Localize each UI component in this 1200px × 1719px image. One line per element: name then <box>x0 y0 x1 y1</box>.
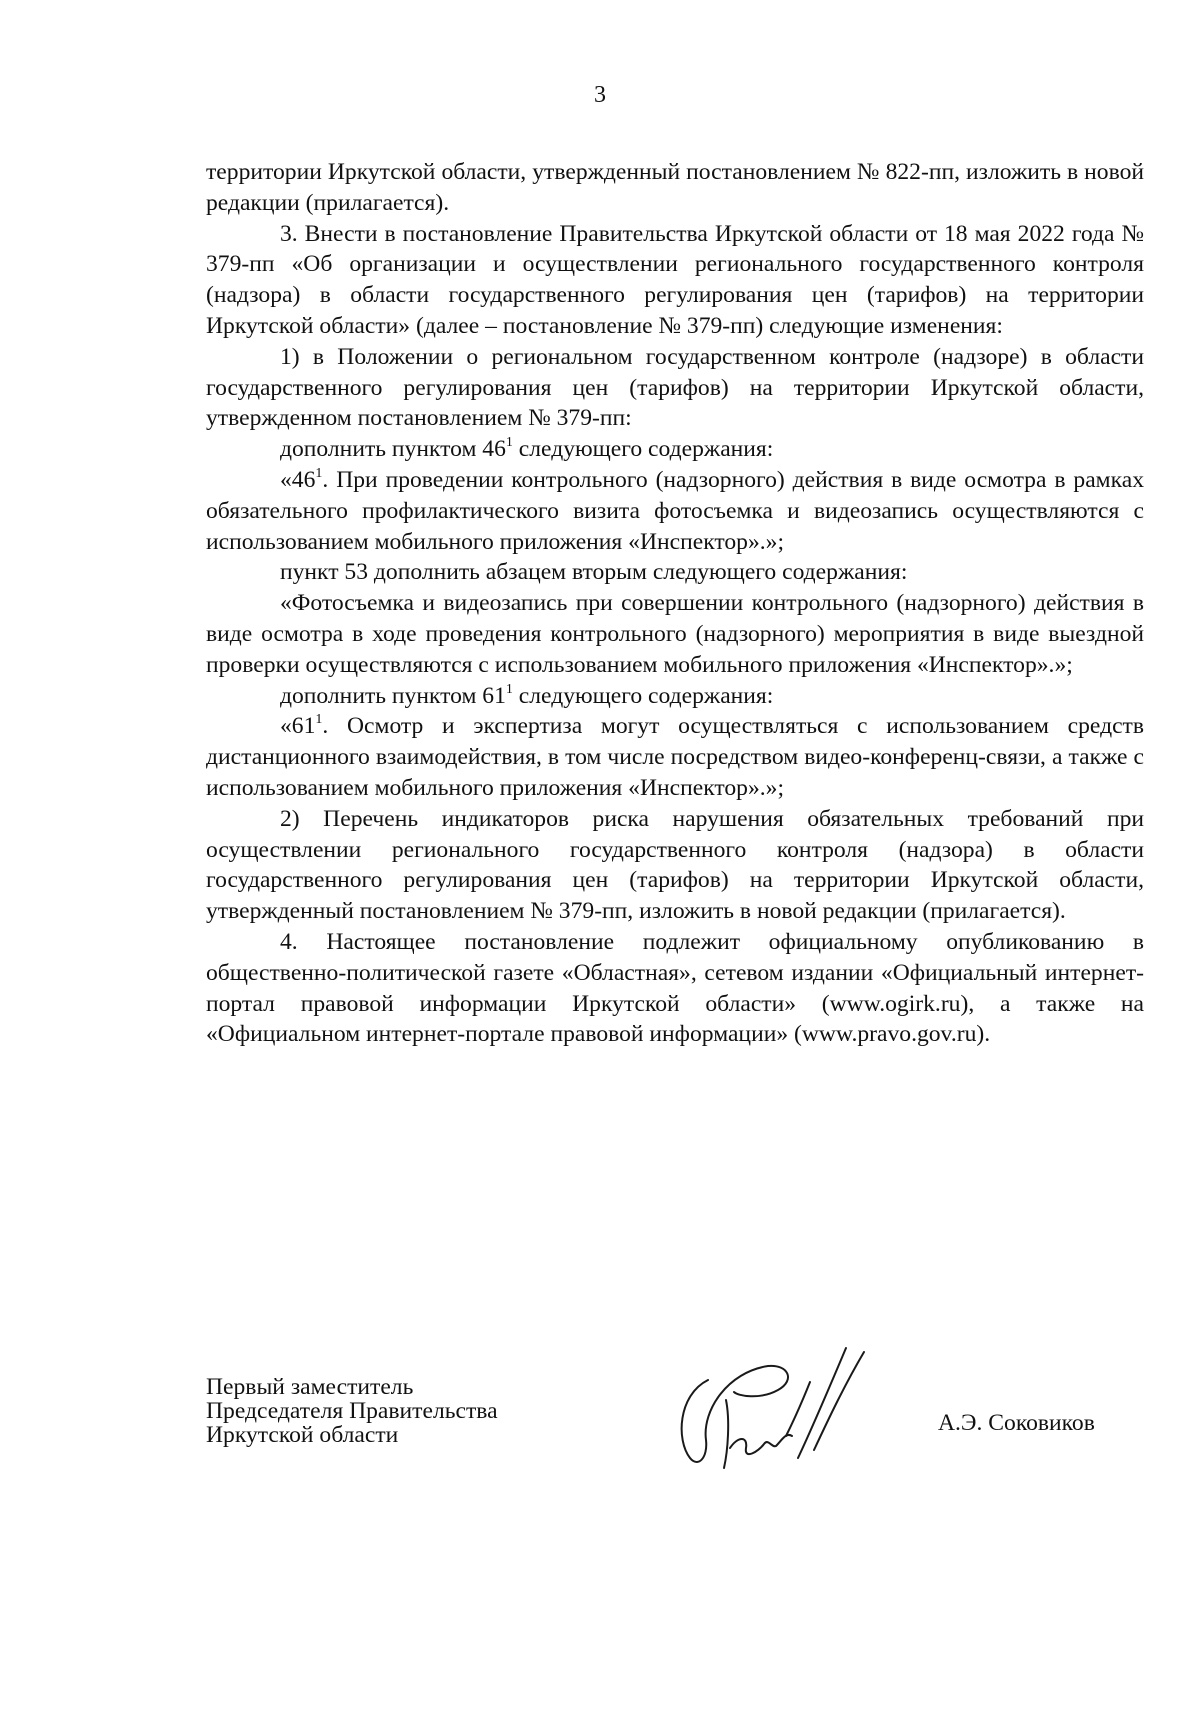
paragraph: «$46^1$. При проведении контрольного (надзорного) действия в виде осмотра в рамках обязательного профилактического визита фотосъемка и видеозапись осуществляются с использованием мобильного приложения «Инспектор».»; <box>206 466 1144 555</box>
document-body <box>206 157 1144 1050</box>
signatory-title <box>206 1375 498 1447</box>
paragraph: территории Иркутской области, утвержденный постановлением № 822-пп, изложить в новой редакции (прилагается). <box>206 159 1144 216</box>
paragraph: «$61^1$. Осмотр и экспертиза могут осуществляться с использованием средств дистанционного взаимодействия, в том числе посредством видео-конференц-связи, а также с использованием мобильного приложения «Инспектор».»; <box>206 712 1144 801</box>
paragraph: 2) Перечень индикаторов риска нарушения обязательных требований при осуществлении регионального государственного контроля (надзора) в области государственного регулирования цен (тарифов) на территории Иркутской области, утвержденный постановлением № 379-пп, изложить в новой редакции (прилагается). <box>206 805 1144 925</box>
paragraph: дополнить пунктом $46^1$ следующего содержания: <box>280 435 774 463</box>
signatory-title-line: Иркутской области <box>206 1422 399 1448</box>
page-number: 3 <box>594 82 606 108</box>
signatory-name: А.Э. Соковиков <box>938 1410 1095 1436</box>
signatory-title-line: Первый заместитель <box>206 1374 414 1400</box>
paragraph: «Фотосъемка и видеозапись при совершении контрольного (надзорного) действия в виде осмотра в ходе проведения контрольного (надзорного) мероприятия в виде выездной проверки осуществляются с использованием мобильного приложения «Инспектор».»; <box>206 590 1144 678</box>
paragraph: 3. Внести в постановление Правительства Иркутской области от 18 мая 2022 года № 379-пп «Об организации и осуществлении регионального государственного контроля (надзора) в области государственного регулирования цен (тарифов) на территории Иркутской области» (далее – постановление № 379-пп) следующие изменения: <box>206 220 1144 339</box>
paragraph: пункт 53 дополнить абзацем вторым следующего содержания: <box>280 559 908 586</box>
paragraph: 4. Настоящее постановление подлежит официальному опубликованию в общественно-политической газете «Областная», сетевом издании «Официальный интернет-портал правовой информации Иркутской области» (www.ogirk.ru), а также на «Официальном интернет-портале правовой информации» (www.pravo.gov.ru). <box>206 928 1144 1048</box>
paragraph: 1) в Положении о региональном государственном контроле (надзоре) в области государственного регулирования цен (тарифов) на территории Иркутской области, утвержденном постановлением № 379-пп: <box>206 343 1144 432</box>
handwritten-signature <box>668 1340 880 1475</box>
paragraph: дополнить пунктом $61^1$ следующего содержания: <box>280 681 774 709</box>
signatory-title-line: Председателя Правительства <box>206 1398 498 1424</box>
